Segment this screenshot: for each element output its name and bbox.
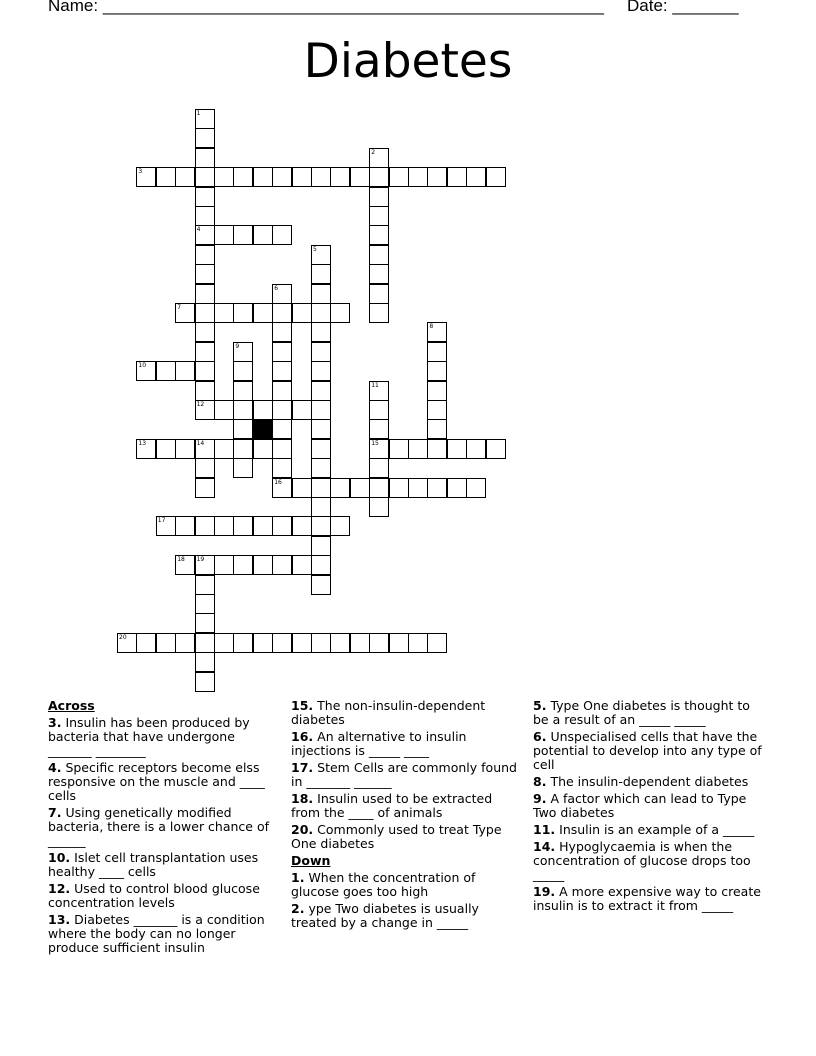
clue-across-3: 3. Insulin has been produced by bacteria that have undergone _______ ________: [48, 715, 250, 758]
cell-number: 6: [274, 284, 279, 292]
clue-across-17: 17. Stem Cells are commonly found in _______ ______: [291, 760, 517, 789]
grid-cell[interactable]: [272, 225, 292, 245]
grid-cell[interactable]: [427, 419, 447, 439]
grid-cell[interactable]: [311, 342, 331, 362]
grid-cell[interactable]: [272, 633, 292, 653]
clues-column-1: [48, 699, 280, 958]
clue-across-13: 13. Diabetes _______ is a condition where the body can no longer produce sufficient insulin: [48, 912, 265, 955]
grid-cell[interactable]: [330, 516, 350, 536]
clue-across-18: 18. Insulin used to be extracted from the ____ of animals: [291, 791, 493, 820]
grid-cell[interactable]: [195, 284, 215, 304]
grid-cell[interactable]: [330, 303, 350, 323]
grid-cell[interactable]: [233, 225, 253, 245]
grid-cell[interactable]: [233, 381, 253, 401]
grid-cell[interactable]: [272, 381, 292, 401]
clue-down-14: 14. Hypoglycaemia is when the concentration of glucose drops too _____: [533, 839, 751, 882]
grid-cell[interactable]: [408, 167, 428, 187]
grid-cell[interactable]: [272, 439, 292, 459]
grid-cell[interactable]: [214, 167, 234, 187]
grid-cell[interactable]: [195, 613, 215, 633]
grid-cell[interactable]: [427, 633, 447, 653]
grid-cell[interactable]: [175, 303, 195, 323]
grid-cell[interactable]: [136, 167, 156, 187]
grid-cell[interactable]: [175, 555, 195, 575]
grid-cell[interactable]: [369, 225, 389, 245]
grid-cell[interactable]: [311, 555, 331, 575]
grid-cell[interactable]: [311, 419, 331, 439]
page-title: Diabetes: [303, 34, 513, 89]
grid-cell[interactable]: [195, 167, 215, 187]
grid-cell[interactable]: [272, 400, 292, 420]
grid-cell[interactable]: [175, 516, 195, 536]
grid-cell[interactable]: [195, 206, 215, 226]
grid-cell[interactable]: [214, 555, 234, 575]
grid-cell[interactable]: [427, 381, 447, 401]
grid-cell[interactable]: [427, 361, 447, 381]
grid-cell[interactable]: [156, 167, 176, 187]
clue-across-7: 7. Using genetically modified bacteria, there is a lower chance of ______: [48, 805, 270, 848]
cell-number: 19: [196, 556, 205, 564]
grid-cell[interactable]: [175, 439, 195, 459]
grid-cell[interactable]: [292, 303, 312, 323]
grid-cell[interactable]: [233, 633, 253, 653]
grid-cell[interactable]: [311, 264, 331, 284]
grid-cell[interactable]: [369, 206, 389, 226]
grid-cell[interactable]: [156, 516, 176, 536]
cell-number: 18: [177, 556, 185, 564]
grid-cell[interactable]: [195, 575, 215, 595]
grid-cell[interactable]: [369, 439, 389, 459]
grid-cell[interactable]: [350, 167, 370, 187]
grid-cell[interactable]: [311, 400, 331, 420]
cell-number: 3: [138, 168, 143, 176]
grid-cell[interactable]: [253, 167, 273, 187]
grid-cell[interactable]: [427, 478, 447, 498]
grid-cell[interactable]: [156, 633, 176, 653]
grid-cell[interactable]: [292, 400, 312, 420]
grid-cell[interactable]: [272, 167, 292, 187]
cell-number: 9: [235, 342, 240, 350]
date-label: Date:: [627, 0, 668, 15]
grid-cell[interactable]: [369, 633, 389, 653]
clue-down-9: 9. A factor which can lead to Type Two diabetes: [533, 791, 747, 820]
clue-across-12: 12. Used to control blood glucose concentration levels: [48, 881, 260, 910]
grid-cell[interactable]: [117, 633, 137, 653]
clue-across-20: 20. Commonly used to treat Type One diabetes: [291, 822, 502, 851]
grid-cell[interactable]: [369, 148, 389, 168]
grid-cell[interactable]: [311, 439, 331, 459]
grid-cell[interactable]: [233, 303, 253, 323]
grid-cell[interactable]: [389, 439, 409, 459]
grid-cell[interactable]: [408, 439, 428, 459]
grid-cell[interactable]: [195, 303, 215, 323]
grid-cell[interactable]: [195, 458, 215, 478]
grid-cell[interactable]: [253, 400, 273, 420]
grid-cell[interactable]: [195, 342, 215, 362]
grid-cell[interactable]: [311, 361, 331, 381]
grid-cell[interactable]: [195, 245, 215, 265]
black-cell: [253, 419, 273, 439]
cell-number: 4: [196, 226, 201, 234]
cell-number: 2: [371, 148, 376, 156]
grid-cell[interactable]: [311, 575, 331, 595]
grid-cell[interactable]: [466, 478, 486, 498]
grid-cell[interactable]: [272, 303, 292, 323]
grid-cell[interactable]: [195, 555, 215, 575]
grid-cell[interactable]: [156, 439, 176, 459]
grid-cell[interactable]: [292, 478, 312, 498]
grid-cell[interactable]: [369, 381, 389, 401]
grid-cell[interactable]: [195, 225, 215, 245]
grid-cell[interactable]: [369, 419, 389, 439]
name-label: Name:: [48, 0, 99, 15]
grid-cell[interactable]: [253, 633, 273, 653]
cell-number: 16: [274, 478, 282, 486]
grid-cell[interactable]: [427, 400, 447, 420]
grid-cell[interactable]: [311, 458, 331, 478]
grid-cell[interactable]: [214, 400, 234, 420]
grid-cell[interactable]: [195, 516, 215, 536]
grid-cell[interactable]: [253, 303, 273, 323]
grid-cell[interactable]: [447, 439, 467, 459]
grid-cell[interactable]: [233, 516, 253, 536]
grid-cell[interactable]: [195, 148, 215, 168]
clue-down-19: 19. A more expensive way to create insulin is to extract it from _____: [533, 884, 761, 913]
grid-cell[interactable]: [214, 516, 234, 536]
grid-cell[interactable]: [195, 478, 215, 498]
grid-cell[interactable]: [486, 167, 506, 187]
cell-number: 17: [157, 517, 166, 525]
grid-cell[interactable]: [311, 284, 331, 304]
grid-cell[interactable]: [330, 478, 350, 498]
grid-cell[interactable]: [427, 439, 447, 459]
clue-down-11: 11. Insulin is an example of a _____: [533, 822, 755, 837]
grid-cell[interactable]: [272, 555, 292, 575]
clues-column-3: [533, 699, 765, 916]
grid-cell[interactable]: [233, 361, 253, 381]
grid-cell[interactable]: [311, 633, 331, 653]
grid-cell[interactable]: [214, 633, 234, 653]
clue-across-15: 15. The non-insulin-dependent diabetes: [291, 698, 486, 727]
grid-cell[interactable]: [233, 167, 253, 187]
grid-cell[interactable]: [195, 109, 215, 129]
clue-down-1: 1. When the concentration of glucose goes too high: [291, 870, 476, 899]
grid-cell[interactable]: [330, 633, 350, 653]
grid-cell[interactable]: [195, 633, 215, 653]
grid-cell[interactable]: [311, 167, 331, 187]
grid-cell[interactable]: [136, 361, 156, 381]
grid-cell[interactable]: [195, 128, 215, 148]
grid-cell[interactable]: [369, 264, 389, 284]
grid-cell[interactable]: [408, 478, 428, 498]
grid-cell[interactable]: [369, 167, 389, 187]
grid-cell[interactable]: [311, 516, 331, 536]
grid-cell[interactable]: [486, 439, 506, 459]
grid-cell[interactable]: [233, 400, 253, 420]
grid-cell[interactable]: [272, 516, 292, 536]
grid-cell[interactable]: [233, 458, 253, 478]
grid-cell[interactable]: [175, 167, 195, 187]
grid-cell[interactable]: [233, 342, 253, 362]
grid-cell[interactable]: [253, 555, 273, 575]
grid-cell[interactable]: [330, 167, 350, 187]
grid-cell[interactable]: [195, 439, 215, 459]
grid-cell[interactable]: [253, 516, 273, 536]
grid-cell[interactable]: [175, 361, 195, 381]
grid-cell[interactable]: [447, 167, 467, 187]
grid-cell[interactable]: [311, 322, 331, 342]
clue-down-5: 5. Type One diabetes is thought to be a result of an _____ _____: [533, 698, 750, 727]
grid-cell[interactable]: [253, 225, 273, 245]
grid-cell[interactable]: [292, 516, 312, 536]
cell-number: 20: [119, 633, 127, 641]
grid-cell[interactable]: [369, 187, 389, 207]
grid-cell[interactable]: [195, 594, 215, 614]
grid-cell[interactable]: [195, 652, 215, 672]
grid-cell[interactable]: [195, 672, 215, 692]
cell-number: 15: [371, 439, 379, 447]
grid-cell[interactable]: [369, 497, 389, 517]
grid-cell[interactable]: [311, 381, 331, 401]
grid-cell[interactable]: [369, 458, 389, 478]
grid-cell[interactable]: [253, 439, 273, 459]
date-blank[interactable]: _______: [672, 0, 739, 15]
grid-cell[interactable]: [408, 633, 428, 653]
cell-number: 11: [371, 381, 379, 389]
grid-cell[interactable]: [427, 342, 447, 362]
across-heading: Across: [48, 698, 95, 713]
grid-cell[interactable]: [272, 284, 292, 304]
grid-cell[interactable]: [292, 167, 312, 187]
grid-cell[interactable]: [195, 400, 215, 420]
grid-cell[interactable]: [350, 633, 370, 653]
clue-across-10: 10. Islet cell transplantation uses healthy ____ cells: [48, 850, 259, 879]
grid-cell[interactable]: [195, 361, 215, 381]
grid-cell[interactable]: [233, 555, 253, 575]
grid-cell[interactable]: [369, 284, 389, 304]
grid-cell[interactable]: [311, 245, 331, 265]
clue-down-2: 2. ype Two diabetes is usually treated by a change in _____: [291, 901, 479, 930]
cell-number: 10: [138, 362, 147, 370]
grid-cell[interactable]: [272, 419, 292, 439]
cell-number: 8: [429, 323, 434, 331]
grid-cell[interactable]: [427, 322, 447, 342]
grid-cell[interactable]: [272, 322, 292, 342]
cell-number: 7: [177, 304, 182, 311]
grid-cell[interactable]: [466, 439, 486, 459]
grid-cell[interactable]: [195, 264, 215, 284]
grid-cell[interactable]: [311, 536, 331, 556]
grid-cell[interactable]: [427, 167, 447, 187]
grid-cell[interactable]: [195, 322, 215, 342]
grid-cell[interactable]: [156, 361, 176, 381]
grid-cell[interactable]: [233, 439, 253, 459]
grid-cell[interactable]: [272, 361, 292, 381]
clues-column-2: [291, 699, 523, 933]
grid-cell[interactable]: [214, 225, 234, 245]
grid-cell[interactable]: [350, 478, 370, 498]
name-blank[interactable]: _____________________________________________________: [102, 0, 604, 15]
clue-down-6: 6. Unspecialised cells that have the potential to develop into any type of cell: [533, 729, 762, 772]
grid-cell[interactable]: [369, 400, 389, 420]
grid-cell[interactable]: [389, 478, 409, 498]
grid-cell[interactable]: [389, 633, 409, 653]
grid-cell[interactable]: [369, 245, 389, 265]
grid-cell[interactable]: [195, 187, 215, 207]
grid-cell[interactable]: [292, 633, 312, 653]
grid-cell[interactable]: [175, 633, 195, 653]
grid-cell[interactable]: [214, 303, 234, 323]
cell-number: 12: [196, 401, 205, 408]
cell-number: 13: [138, 439, 147, 447]
grid-cell[interactable]: [272, 478, 292, 498]
grid-cell[interactable]: [447, 478, 467, 498]
grid-cell[interactable]: [369, 303, 389, 323]
cell-number: 1: [196, 110, 201, 117]
clue-down-8: 8. The insulin-dependent diabetes: [533, 774, 749, 789]
grid-cell[interactable]: [389, 167, 409, 187]
grid-cell[interactable]: [136, 439, 156, 459]
grid-cell[interactable]: [311, 478, 331, 498]
grid-cell[interactable]: [214, 439, 234, 459]
cell-number: 5: [313, 245, 317, 253]
grid-cell[interactable]: [272, 342, 292, 362]
grid-cell[interactable]: [369, 478, 389, 498]
grid-cell[interactable]: [292, 555, 312, 575]
grid-cell[interactable]: [233, 419, 253, 439]
clue-across-16: 16. An alternative to insulin injections is _____ ____: [291, 729, 467, 758]
grid-cell[interactable]: [136, 633, 156, 653]
cell-number: 14: [196, 439, 205, 447]
grid-cell[interactable]: [311, 303, 331, 323]
down-heading: Down: [291, 853, 331, 868]
grid-cell[interactable]: [311, 497, 331, 517]
grid-cell[interactable]: [466, 167, 486, 187]
grid-cell[interactable]: [272, 458, 292, 478]
grid-cell[interactable]: [195, 381, 215, 401]
clue-across-4: 4. Specific receptors become elss responsive on the muscle and ____ cells: [48, 760, 265, 803]
